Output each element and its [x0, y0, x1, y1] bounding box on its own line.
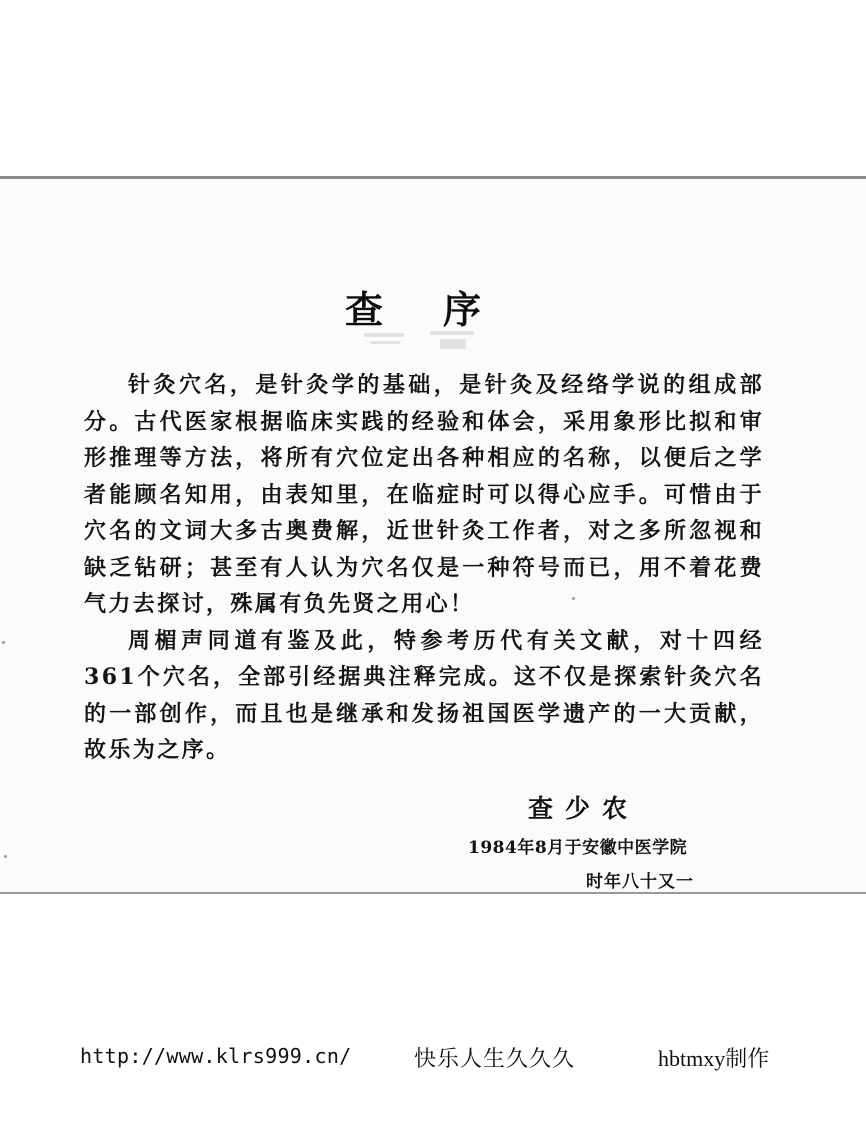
preface-paragraph: 周楣声同道有鉴及此，特参考历代有关文献，对十四经361个穴名，全部引经据典注释完成。这不仅是探索针灸穴名的一部创作，而且也是继承和发扬祖国医学遗产的一大贡献，故乐为之序。 — [84, 627, 764, 763]
preface-body — [84, 367, 764, 769]
footer-url-link[interactable]: http://www.klrs999.cn/ — [80, 1044, 352, 1068]
footer-credit: hbtmxy制作 — [658, 1046, 770, 1071]
scan-speck — [2, 641, 5, 644]
footer — [0, 1042, 866, 1076]
scanned-page — [0, 176, 866, 894]
preface-paragraph: 针灸穴名，是针灸学的基础，是针灸及经络学说的组成部分。古代医家根据临床实践的经验和体会，采用象形比拟和审形推理等方法，将所有穴位定出各种相应的名称，以便后之学者能顾名知用，由表知里，在临症时可以得心应手。可惜由于穴名的文词大多古奥费解，近世针灸工作者，对之多所忽视和缺乏钻研；甚至有人认为穴名仅是一种符号而已，用不着花费气力去探讨，殊属有负先贤之用心！ — [84, 372, 764, 617]
author-age-line: 时年八十又一 — [586, 872, 694, 892]
footer-site-name: 快乐人生久久久 — [414, 1047, 576, 1072]
preface-title: 查序 — [344, 287, 541, 332]
scan-speck — [572, 597, 575, 600]
date-place-line: 1984年8月于安徽中医学院 — [468, 838, 688, 858]
author-signature: 查少农 — [528, 794, 640, 823]
bleed-through-mark — [360, 325, 490, 355]
scan-speck — [4, 855, 7, 858]
